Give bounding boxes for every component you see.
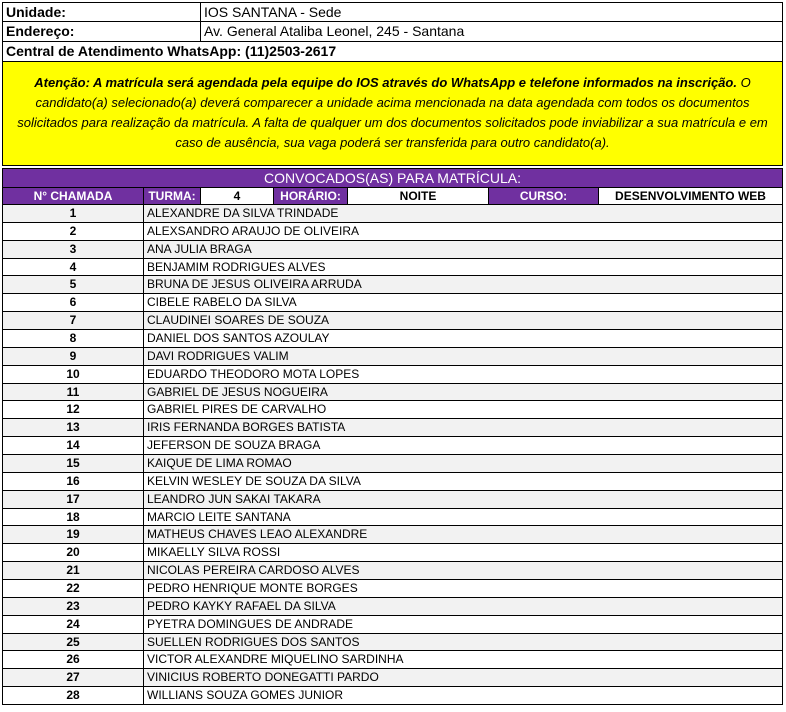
table-row [2, 544, 783, 562]
header-horario-label: HORÁRIO: [274, 188, 348, 204]
call-number: 27 [3, 669, 144, 686]
call-number: 15 [3, 455, 144, 472]
header-curso-label: CURSO: [489, 188, 599, 204]
address-label: Endereço: [3, 22, 201, 41]
table-row [2, 241, 783, 259]
student-name: VICTOR ALEXANDRE MIQUELINO SARDINHA [147, 652, 404, 667]
call-number: 13 [3, 419, 144, 436]
student-name: EDUARDO THEODORO MOTA LOPES [147, 366, 360, 381]
call-number: 14 [3, 437, 144, 454]
student-name: ALEXSANDRO ARAUJO DE OLIVEIRA [147, 223, 360, 238]
table-row [2, 223, 783, 241]
unit-label: Unidade: [3, 3, 201, 21]
table-row [2, 491, 783, 509]
call-number: 3 [3, 241, 144, 258]
table-row [2, 437, 783, 455]
student-name: NICOLAS PEREIRA CARDOSO ALVES [147, 563, 360, 578]
whatsapp-row [2, 42, 783, 62]
call-number: 1 [3, 205, 144, 222]
call-number: 26 [3, 651, 144, 668]
student-name: BENJAMIM RODRIGUES ALVES [147, 259, 326, 274]
table-row [2, 330, 783, 348]
table-row [2, 401, 783, 419]
student-name: GABRIEL PIRES DE CARVALHO [147, 402, 327, 417]
call-number: 8 [3, 330, 144, 347]
table-row [2, 205, 783, 223]
header-horario-value: NOITE [348, 188, 489, 204]
call-number: 4 [3, 259, 144, 276]
call-number: 10 [3, 366, 144, 383]
table-row [2, 634, 783, 652]
student-name: MARCIO LEITE SANTANA [147, 509, 291, 524]
table-row [2, 687, 783, 705]
student-name: MATHEUS CHAVES LEAO ALEXANDRE [147, 527, 368, 542]
table-row [2, 616, 783, 634]
table-row [2, 366, 783, 384]
call-number: 7 [3, 312, 144, 329]
notice-bold-text: Atenção: A matrícula será agendada pela equipe do IOS através do WhatsApp e telefone informados na inscrição. [34, 75, 737, 90]
table-row [2, 509, 783, 527]
student-list [2, 205, 783, 705]
call-number: 23 [3, 598, 144, 615]
call-number: 24 [3, 616, 144, 633]
student-name: KAIQUE DE LIMA ROMAO [147, 456, 292, 471]
table-row [2, 651, 783, 669]
header-curso-value: DESENVOLVIMENTO WEB [599, 188, 782, 204]
table-row [2, 526, 783, 544]
table-row [2, 312, 783, 330]
call-number: 25 [3, 634, 144, 651]
student-name: BRUNA DE JESUS OLIVEIRA ARRUDA [147, 277, 362, 292]
student-name: DANIEL DOS SANTOS AZOULAY [147, 331, 330, 346]
unit-row [2, 2, 783, 22]
call-number: 22 [3, 580, 144, 597]
table-row [2, 580, 783, 598]
header-turma-value: 4 [201, 188, 274, 204]
call-number: 21 [3, 562, 144, 579]
table-row [2, 598, 783, 616]
call-number: 28 [3, 687, 144, 704]
student-name: GABRIEL DE JESUS NOGUEIRA [147, 384, 328, 399]
table-row [2, 294, 783, 312]
attention-notice [2, 62, 783, 166]
call-number: 18 [3, 509, 144, 526]
call-number: 11 [3, 384, 144, 401]
table-row [2, 276, 783, 294]
call-number: 20 [3, 544, 144, 561]
student-name: MIKAELLY SILVA ROSSI [147, 545, 281, 560]
student-name: JEFERSON DE SOUZA BRAGA [147, 438, 321, 453]
student-name: ANA JULIA BRAGA [147, 241, 252, 256]
student-name: PYETRA DOMINGUES DE ANDRADE [147, 616, 354, 631]
student-name: IRIS FERNANDA BORGES BATISTA [147, 420, 346, 435]
student-name: PEDRO KAYKY RAFAEL DA SILVA [147, 598, 336, 613]
student-name: PEDRO HENRIQUE MONTE BORGES [147, 581, 358, 596]
header-number-label: N° CHAMADA [3, 188, 144, 204]
table-row [2, 562, 783, 580]
table-row [2, 259, 783, 277]
student-name: CIBELE RABELO DA SILVA [147, 295, 297, 310]
table-row [2, 419, 783, 437]
student-name: SUELLEN RODRIGUES DOS SANTOS [147, 634, 360, 649]
list-title: CONVOCADOS(AS) PARA MATRÍCULA: [2, 168, 783, 188]
call-number: 2 [3, 223, 144, 240]
student-name: ALEXANDRE DA SILVA TRINDADE [147, 206, 339, 220]
table-row [2, 473, 783, 491]
student-name: CLAUDINEI SOARES DE SOUZA [147, 313, 330, 328]
student-name: LEANDRO JUN SAKAI TAKARA [147, 491, 321, 506]
whatsapp-contact: Central de Atendimento WhatsApp: (11)2503-2617 [6, 43, 337, 59]
list-header [2, 188, 783, 205]
table-row [2, 348, 783, 366]
student-name: WILLIANS SOUZA GOMES JUNIOR [147, 688, 344, 703]
notice-text: O candidato(a) selecionado(a) deverá comparecer a unidade acima mencionada na data agendada com todos os documentos solicitados para realização da matrícula. A falta de qualquer um dos documentos solicitados pode inviabilizar a sua matrícula e em caso de ausência, sua vaga poderá ser transferida para outro candidato(a). [17, 75, 768, 150]
table-row [2, 669, 783, 687]
address-row [2, 22, 783, 42]
student-name: DAVI RODRIGUES VALIM [147, 348, 289, 363]
call-number: 17 [3, 491, 144, 508]
call-number: 6 [3, 294, 144, 311]
call-number: 12 [3, 401, 144, 418]
call-number: 5 [3, 276, 144, 293]
unit-value: IOS SANTANA - Sede [204, 4, 342, 20]
call-number: 9 [3, 348, 144, 365]
call-number: 19 [3, 526, 144, 543]
enrollment-sheet [2, 2, 783, 705]
table-row [2, 455, 783, 473]
call-number: 16 [3, 473, 144, 490]
student-name: KELVIN WESLEY DE SOUZA DA SILVA [147, 473, 361, 488]
student-name: VINICIUS ROBERTO DONEGATTI PARDO [147, 670, 379, 685]
header-turma-label: TURMA: [144, 188, 201, 204]
table-row [2, 384, 783, 402]
address-value: Av. General Ataliba Leonel, 245 - Santana [204, 23, 465, 39]
